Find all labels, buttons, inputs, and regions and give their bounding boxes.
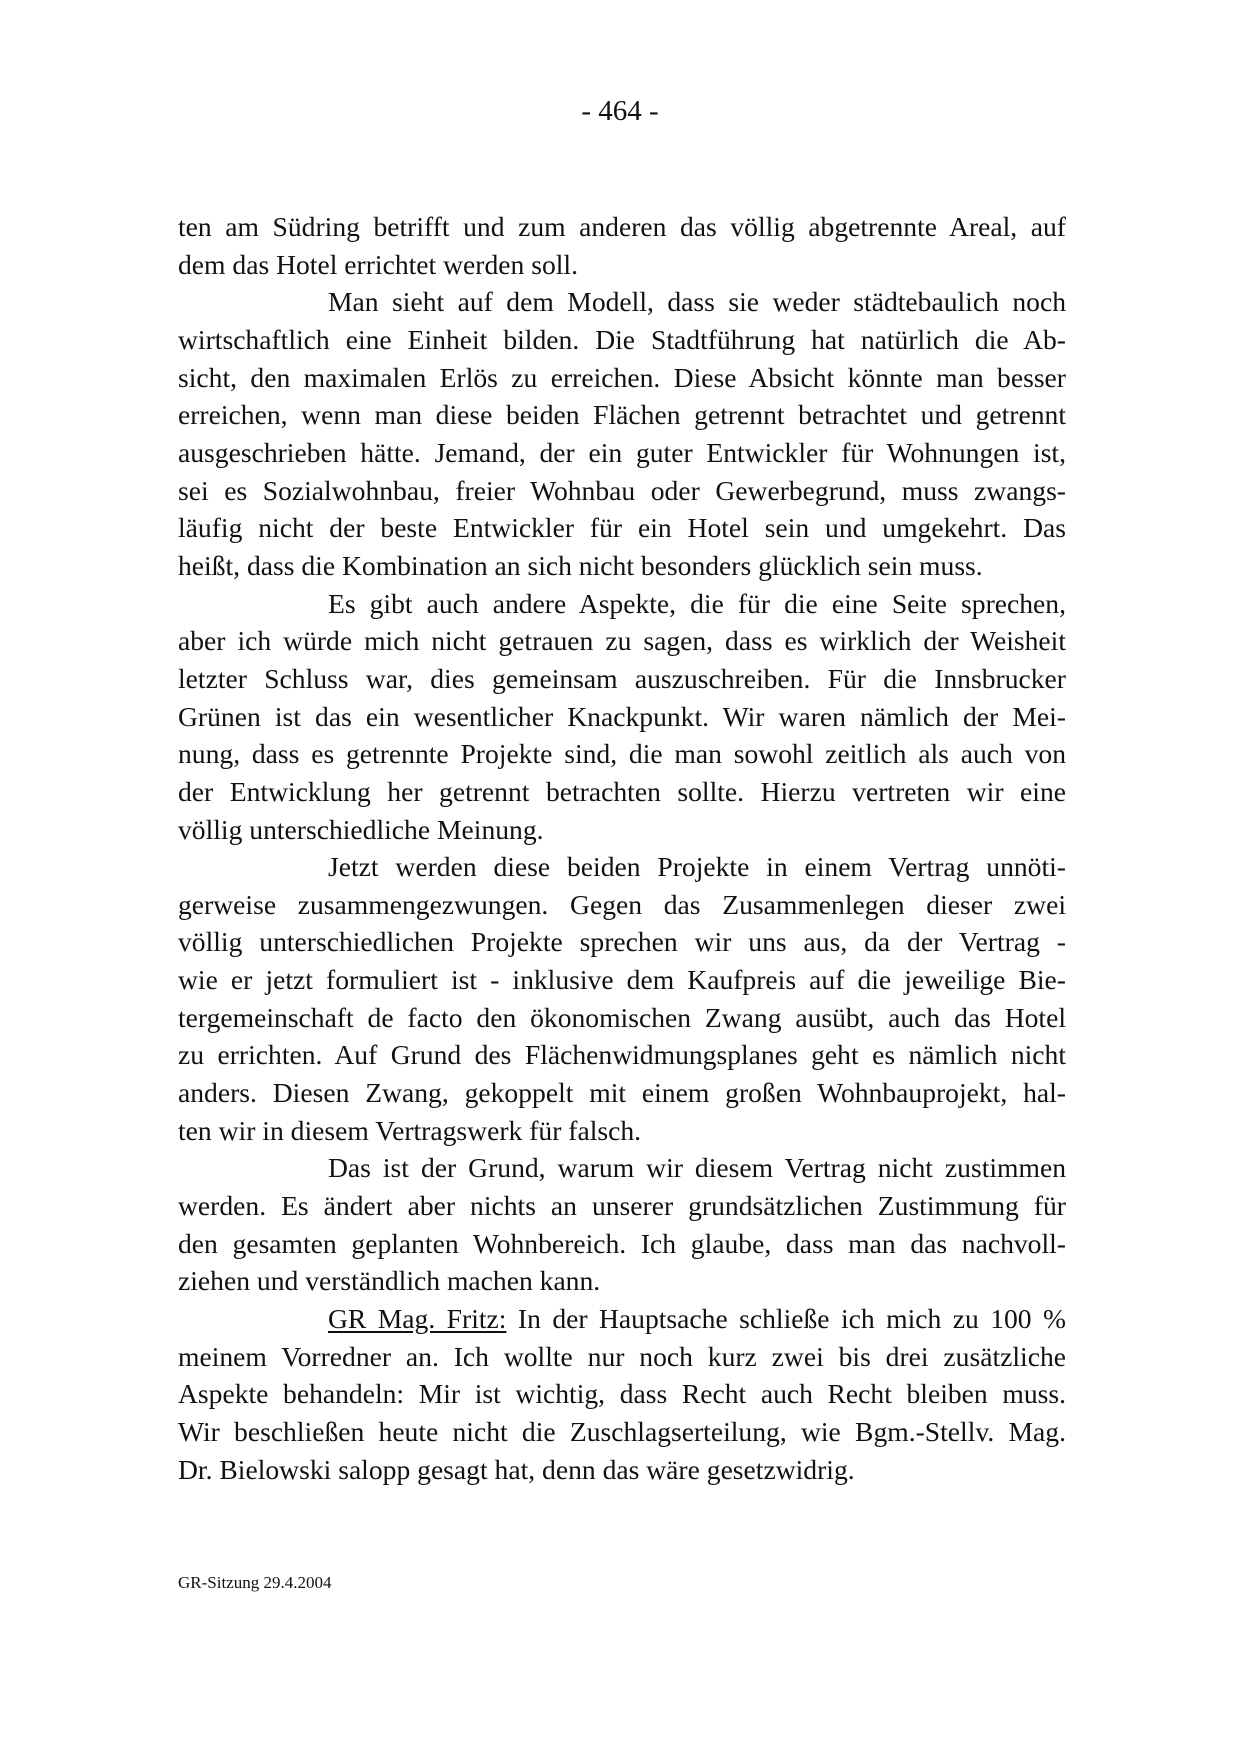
text-line: letzter Schluss war, dies gemeinsam auszuschreiben. Für die Innsbrucker: [178, 662, 1066, 694]
text-line: tergemeinschaft de facto den ökonomischen Zwang ausübt, auch das Hotel: [178, 1001, 1066, 1033]
paragraph: [178, 585, 1066, 849]
text-line: sei es Sozialwohnbau, freier Wohnbau oder Gewerbegrund, muss zwangs-: [178, 474, 1066, 506]
text-line: der Entwicklung her getrennt betrachten sollte. Hierzu vertreten wir eine: [178, 775, 1066, 807]
page-number: - 464 -: [581, 95, 659, 127]
text-line: wirtschaftlich eine Einheit bilden. Die Stadtführung hat natürlich die Ab-: [178, 323, 1066, 355]
text-line: Jetzt werden diese beiden Projekte in einem Vertrag unnöti-: [328, 851, 1066, 883]
text-line: Es gibt auch andere Aspekte, die für die eine Seite sprechen,: [328, 587, 1066, 619]
speech-first-line: In der Hauptsache schließe ich mich zu 100 %: [506, 1303, 1067, 1335]
text-line: meinem Vorredner an. Ich wollte nur noch kurz zwei bis drei zusätzliche: [178, 1340, 1066, 1372]
text-line: Grünen ist das ein wesentlicher Knackpunkt. Wir waren nämlich der Mei-: [178, 700, 1066, 732]
text-line: ausgeschrieben hätte. Jemand, der ein guter Entwickler für Wohnungen ist,: [178, 436, 1066, 468]
paragraph: [178, 283, 1066, 584]
text-line: völlig unterschiedliche Meinung.: [178, 813, 544, 845]
body-text: [178, 208, 1066, 1488]
paragraph: [178, 1149, 1066, 1300]
text-line: Das ist der Grund, warum wir diesem Vertrag nicht zustimmen: [328, 1152, 1066, 1184]
text-line: Wir beschließen heute nicht die Zuschlagserteilung, wie Bgm.-Stellv. Mag.: [178, 1416, 1066, 1447]
text-line: wie er jetzt formuliert ist - inklusive dem Kaufpreis auf die jeweilige Bie-: [178, 964, 1066, 996]
speech-paragraph: [178, 1300, 1066, 1488]
speaker-name: GR Mag. Fritz:: [328, 1303, 507, 1335]
text-line: Man sieht auf dem Modell, dass sie weder städtebaulich noch: [328, 286, 1066, 318]
footer-session-date: GR-Sitzung 29.4.2004: [178, 1573, 332, 1592]
paragraph: [178, 208, 1066, 283]
text-line: völlig unterschiedlichen Projekte sprechen wir uns aus, da der Vertrag -: [178, 926, 1066, 958]
text-line: werden. Es ändert aber nichts an unserer grundsätzlichen Zustimmung für: [178, 1190, 1066, 1222]
text-line: Dr. Bielowski salopp gesagt hat, denn das wäre gesetzwidrig.: [178, 1453, 855, 1485]
text-line: zu errichten. Auf Grund des Flächenwidmungsplanes geht es nämlich nicht: [178, 1039, 1066, 1071]
text-line: aber ich würde mich nicht getrauen zu sagen, dass es wirklich der Weisheit: [178, 625, 1066, 657]
text-line: sicht, den maximalen Erlös zu erreichen. Diese Absicht könnte man besser: [178, 361, 1066, 393]
text-line: läufig nicht der beste Entwickler für ein Hotel sein und umgekehrt. Das: [178, 512, 1066, 544]
text-line: dem das Hotel errichtet werden soll.: [178, 248, 578, 280]
text-line: anders. Diesen Zwang, gekoppelt mit einem großen Wohnbauprojekt, hal-: [178, 1077, 1066, 1109]
text-line: heißt, dass die Kombination an sich nicht besonders glücklich sein muss.: [178, 549, 983, 581]
text-line: ziehen und verständlich machen kann.: [178, 1265, 601, 1297]
text-line: gerweise zusammengezwungen. Gegen das Zusammenlegen dieser zwei: [178, 888, 1066, 920]
text-line: ten am Südring betrifft und zum anderen das völlig abgetrennte Areal, auf: [178, 211, 1066, 242]
text-line: [178, 1300, 1066, 1338]
text-line: Aspekte behandeln: Mir ist wichtig, dass Recht auch Recht bleiben muss.: [178, 1378, 1066, 1410]
paragraph: [178, 848, 1066, 1149]
text-line: ten wir in diesem Vertragswerk für falsch.: [178, 1114, 642, 1146]
text-line: nung, dass es getrennte Projekte sind, die man sowohl zeitlich als auch von: [178, 738, 1066, 770]
text-line: erreichen, wenn man diese beiden Flächen getrennt betrachtet und getrennt: [178, 399, 1066, 431]
text-line: den gesamten geplanten Wohnbereich. Ich glaube, dass man das nachvoll-: [178, 1227, 1066, 1259]
